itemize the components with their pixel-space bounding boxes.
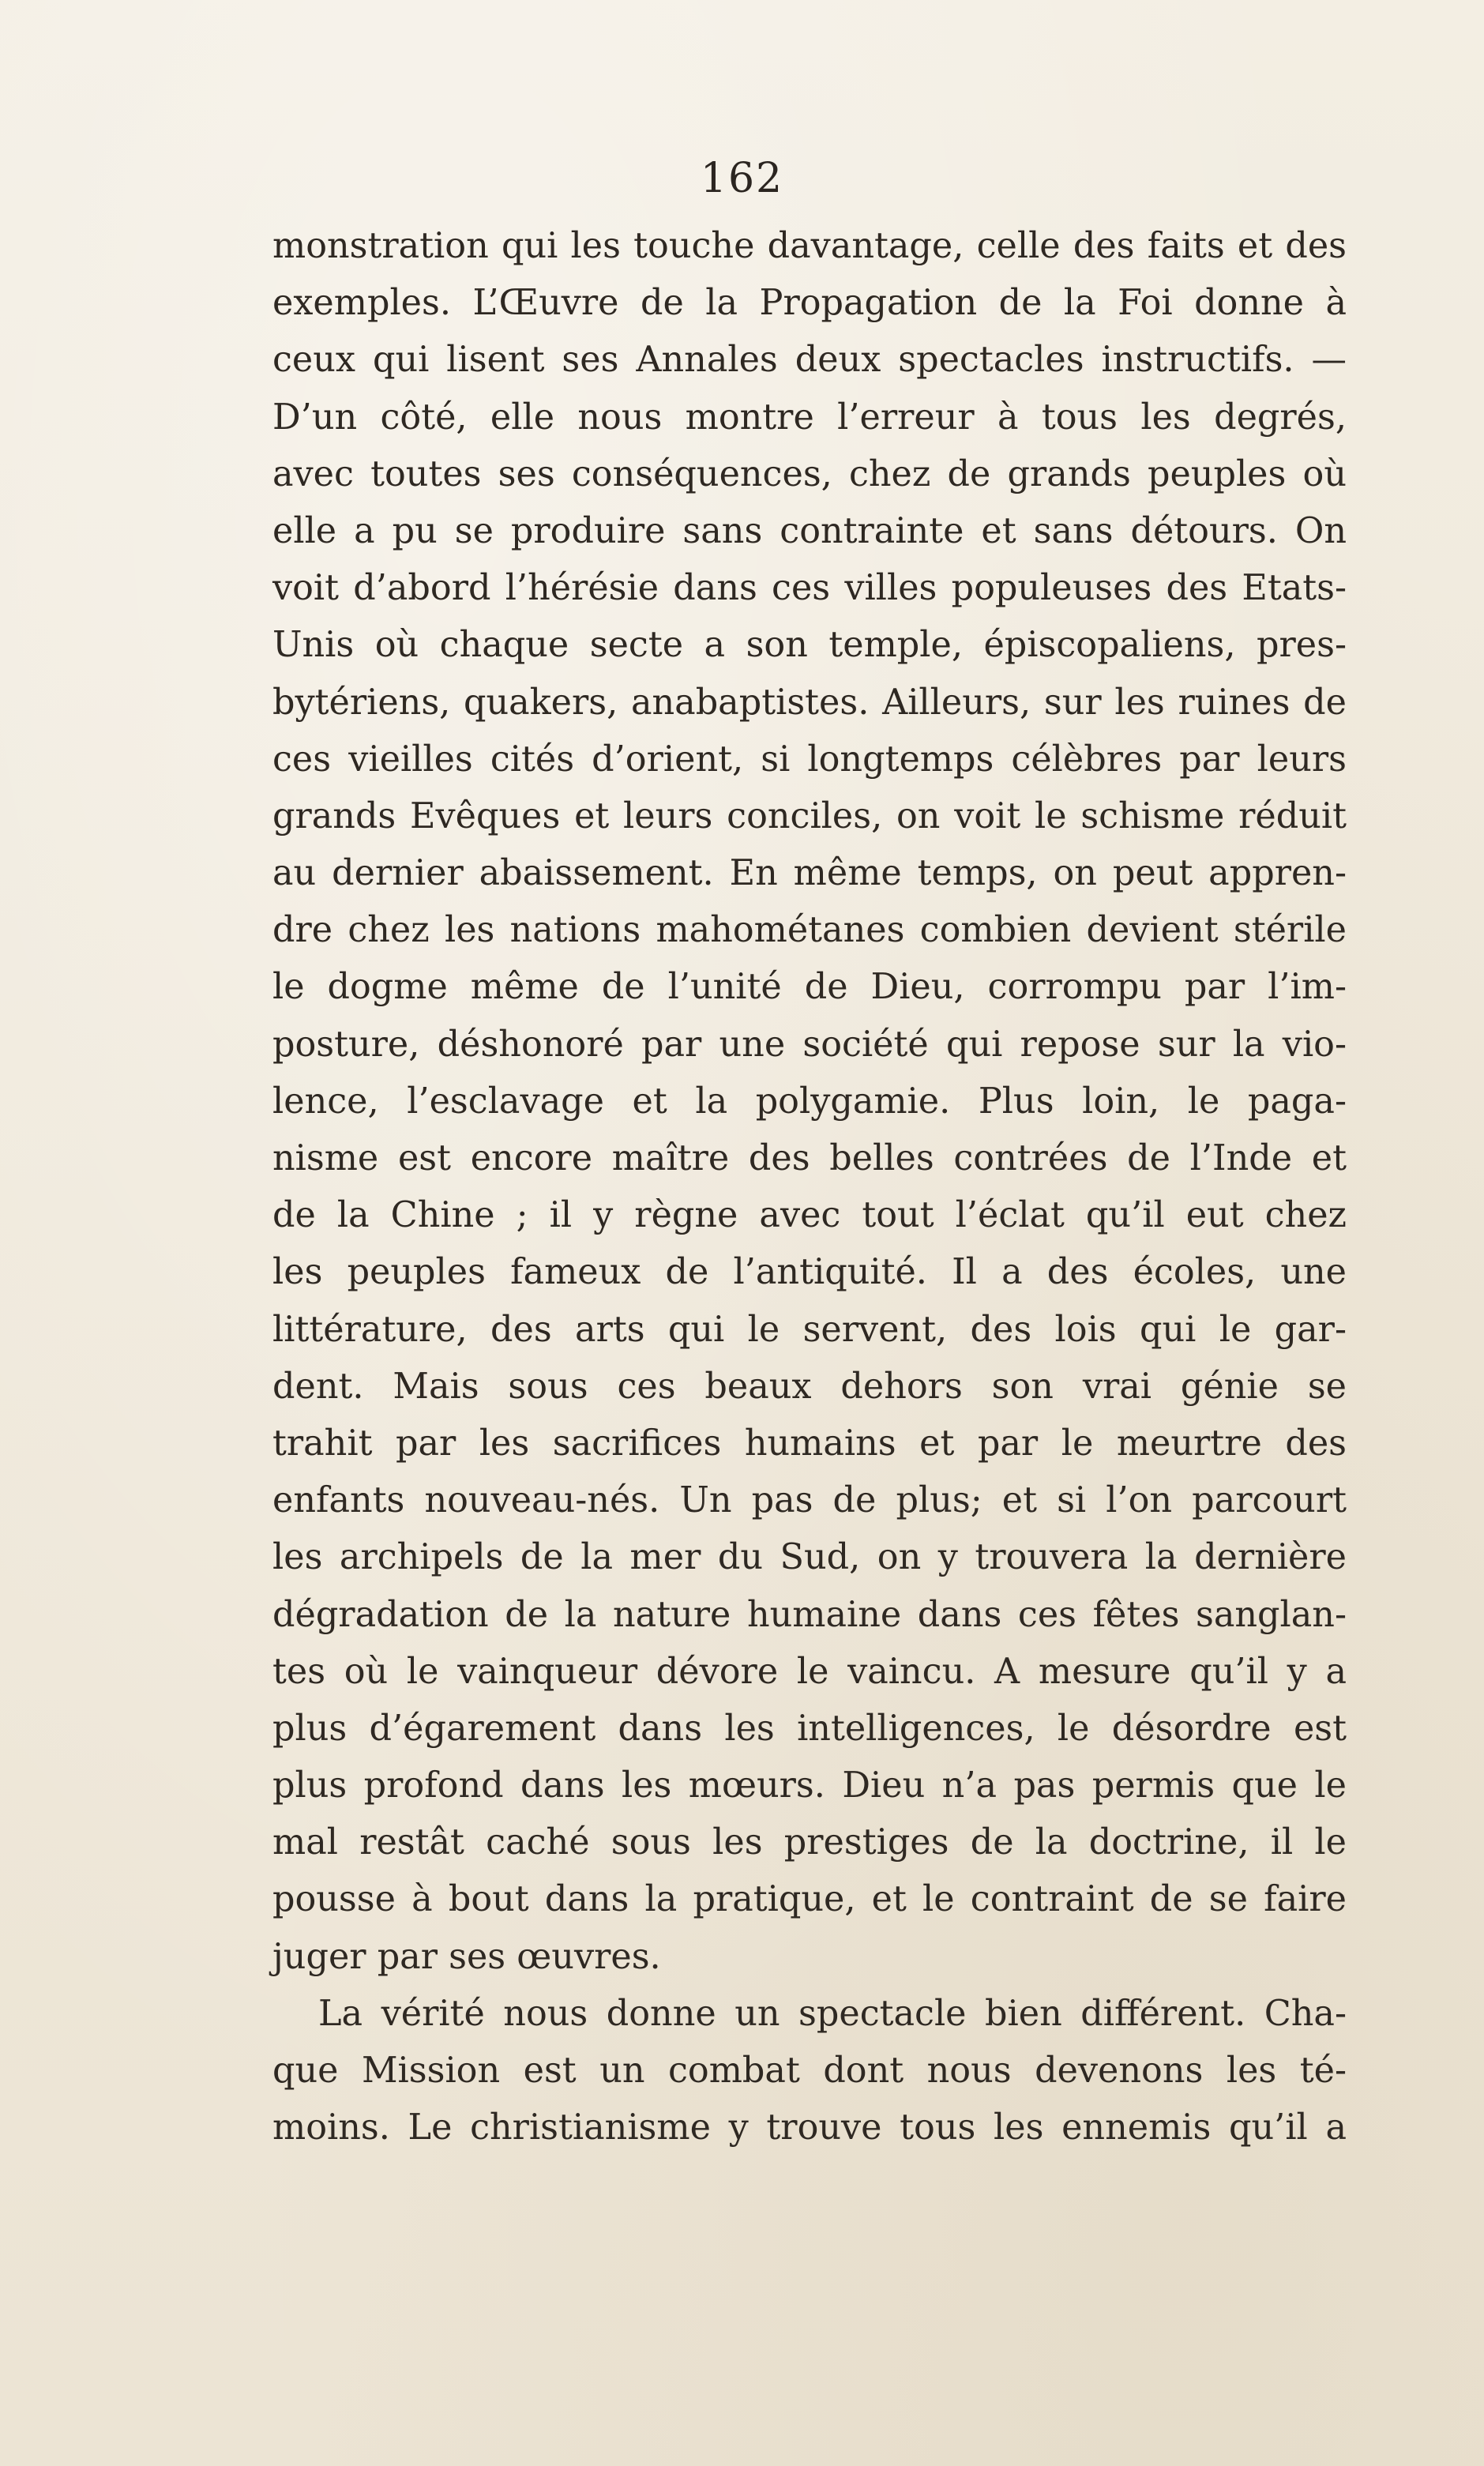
text-line: posture, déshonoré par une société qui repose sur la vio- xyxy=(272,1024,1347,1065)
text-line: mal restât caché sous les prestiges de la doctrine, il le xyxy=(272,1822,1347,1863)
text-line: D’un côté, elle nous montre l’erreur à tous les degrés, xyxy=(272,397,1347,438)
text-line: bytériens, quakers, anabaptistes. Ailleurs, sur les ruines de xyxy=(272,682,1347,723)
text-line: dégradation de la nature humaine dans ces fêtes sanglan- xyxy=(272,1594,1347,1635)
text-line: voit d’abord l’hérésie dans ces villes populeuses des Etats- xyxy=(272,568,1347,609)
text-line: littérature, des arts qui le servent, des lois qui le gar- xyxy=(272,1309,1347,1350)
text-line: ces vieilles cités d’orient, si longtemps célèbres par leurs xyxy=(272,739,1347,780)
text-line: ceux qui lisent ses Annales deux spectacles instructifs. — xyxy=(272,340,1347,381)
text-line: pousse à bout dans la pratique, et le contraint de se faire xyxy=(272,1879,1347,1920)
text-line: trahit par les sacrifices humains et par le meurtre des xyxy=(272,1423,1347,1464)
text-line: moins. Le christianisme y trouve tous les ennemis qu’il a xyxy=(272,2107,1347,2148)
text-line: tes où le vainqueur dévore le vaincu. A mesure qu’il y a xyxy=(272,1651,1347,1692)
text-line: que Mission est un combat dont nous devenons les té- xyxy=(272,2051,1347,2091)
text-line: monstration qui les touche davantage, celle des faits et des xyxy=(272,226,1347,266)
text-line: plus profond dans les mœurs. Dieu n’a pas permis que le xyxy=(272,1765,1347,1806)
text-line: le dogme même de l’unité de Dieu, corrompu par l’im- xyxy=(272,967,1347,1008)
text-line: au dernier abaissement. En même temps, on peut appren- xyxy=(272,853,1347,894)
text-line: exemples. L’Œuvre de la Propagation de la Foi donne à xyxy=(272,283,1347,324)
text-line: plus d’égarement dans les intelligences, le désordre est xyxy=(272,1708,1347,1749)
text-line: les archipels de la mer du Sud, on y trouvera la dernière xyxy=(272,1537,1347,1578)
text-line: enfants nouveau-nés. Un pas de plus; et si l’on parcourt xyxy=(272,1480,1347,1521)
text-line: lence, l’esclavage et la polygamie. Plus loin, le paga- xyxy=(272,1081,1347,1122)
text-line: les peuples fameux de l’antiquité. Il a des écoles, une xyxy=(272,1252,1347,1293)
text-line: elle a pu se produire sans contrainte et sans détours. On xyxy=(272,510,1347,551)
text-line: dre chez les nations mahométanes combien devient stérile xyxy=(272,910,1347,951)
text-line-paragraph-end: juger par ses œuvres. xyxy=(272,1936,661,1977)
text-line: nisme est encore maître des belles contrées de l’Inde et xyxy=(272,1138,1347,1178)
page-number: 162 xyxy=(700,155,784,202)
text-line: de la Chine ; il y règne avec tout l’éclat qu’il eut chez xyxy=(272,1195,1347,1236)
text-line: Unis où chaque secte a son temple, épiscopaliens, pres- xyxy=(272,625,1347,666)
text-line: dent. Mais sous ces beaux dehors son vrai génie se xyxy=(272,1366,1347,1407)
text-line-paragraph-start: La vérité nous donne un spectacle bien différent. Cha- xyxy=(318,1993,1347,2034)
text-line: grands Evêques et leurs conciles, on voit le schisme réduit xyxy=(272,795,1347,836)
body-text xyxy=(272,218,1347,2156)
text-line: avec toutes ses conséquences, chez de grands peuples où xyxy=(272,453,1347,494)
